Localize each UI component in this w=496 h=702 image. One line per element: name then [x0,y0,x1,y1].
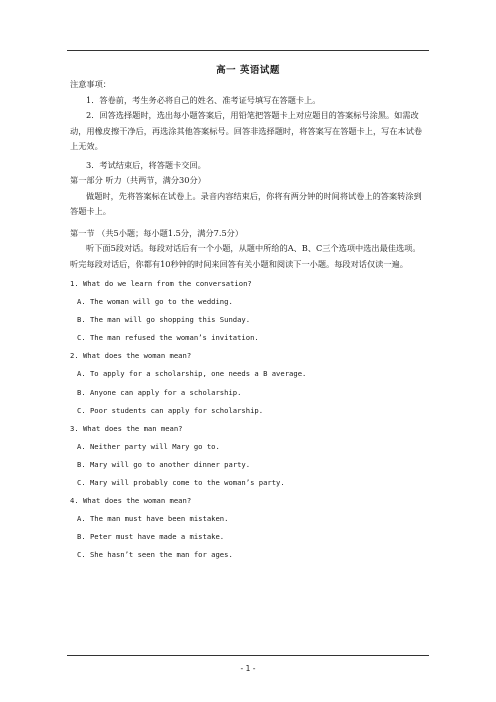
question-3-option-a: A. Neither party will Mary go to. [77,441,220,451]
question-3: 3. What does the man mean? [70,423,183,433]
question-4-option-b: B. Peter must have made a mistake. [77,532,225,542]
part1-instruction: 做题时，先将答案标在试卷上。录音内容结束后，你将有两分钟的时间将试卷上的答案转涂到答题卡上。 [70,190,422,216]
question-1-option-c: C. The man refused the woman’s invitation. [77,333,259,343]
exam-title: 高一 英语试题 [216,65,280,76]
section1-instruction: 听下面5段对话。每段对话后有一个小题，从题中所给的A、B、C三个选项中选出最佳选项。听完每段对话后，你都有10秒钟的时间来回答有关小题和阅读下一小题。每段对话仅读一遍。 [70,243,421,269]
notice-item-2: 2．回答选择题时，选出每小题答案后，用铅笔把答题卡上对应题目的答案标号涂黑。如需改动，用橡皮擦干净后，再选涂其他答案标号。回答非选择题时，将答案写在答题卡上，写在本试卷上无效。 [70,110,423,151]
question-2-option-b: B. Anyone can apply for a scholarship. [77,387,242,397]
question-1-option-a: A. The woman will go to the wedding. [77,297,233,307]
header-rule [67,50,429,51]
notice-item-3: 3．考试结束后，将答题卡交回。 [86,159,206,170]
part1-heading: 第一部分 听力（共两节，满分30分） [70,175,206,185]
footer-rule [67,655,429,656]
question-3-option-b: B. Mary will go to another dinner party. [77,459,251,469]
question-1-option-b: B. The man will go shopping this Sunday. [77,315,251,325]
notice-item-1: 1．答卷前，考生务必将自己的姓名、准考证号填写在答题卡上。 [86,94,321,105]
question-4-option-c: C. She hasn’t seen the man for ages. [77,550,233,560]
question-3-option-c: C. Mary will probably come to the woman’s party. [77,478,285,488]
question-4-option-a: A. The man must have been mistaken. [77,514,229,524]
notice-heading: 注意事项： [70,79,111,89]
question-2: 2. What does the woman mean? [70,351,192,361]
question-2-option-a: A. To apply for a scholarship, one needs a B average. [77,369,307,379]
question-list [70,275,428,565]
section1-heading: 第一节 （共5小题；每小题1.5分，满分7.5分） [70,227,244,238]
page-number: - 1 - [240,664,256,673]
question-4: 4. What does the woman mean? [70,496,192,506]
exam-content [70,77,428,565]
question-2-option-c: C. Poor students can apply for scholarship. [77,405,264,415]
question-1: 1. What do we learn from the conversation? [70,279,252,288]
